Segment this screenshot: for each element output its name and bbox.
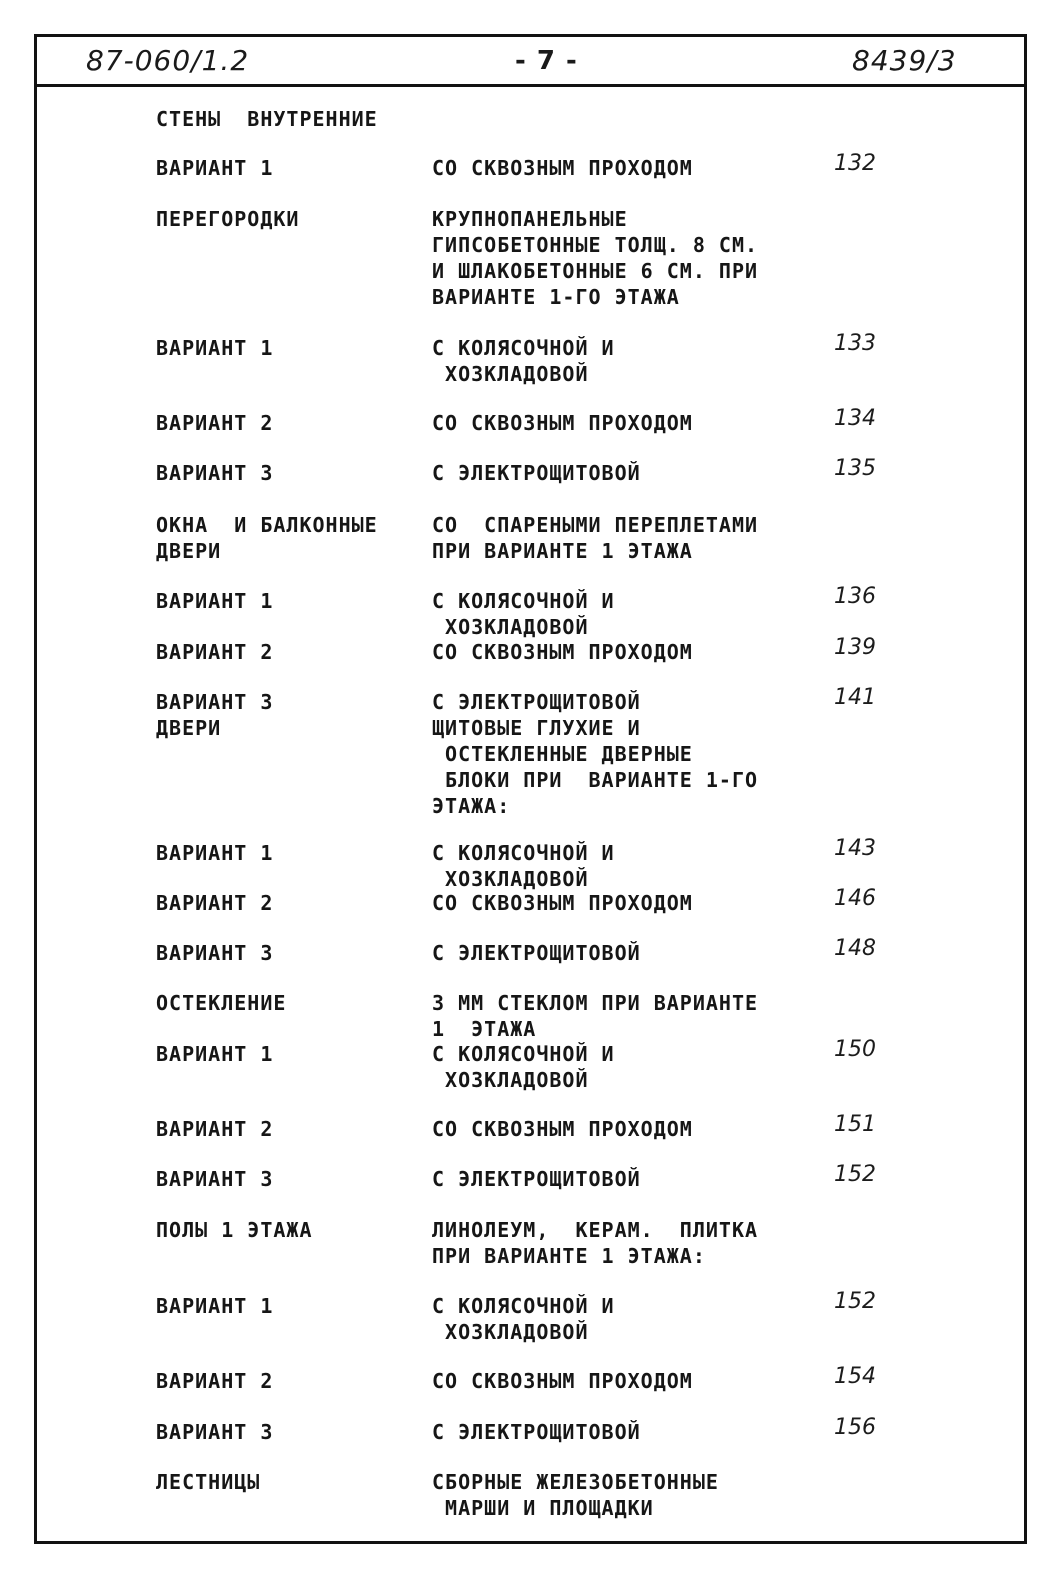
list-item <box>0 1469 1061 1520</box>
item-description: С КОЛЯСОЧНОЙ И ХОЗКЛАДОВОЙ <box>432 336 615 386</box>
item-label: ПЕРЕГОРОДКИ <box>156 207 300 231</box>
item-page: 133 <box>834 331 876 356</box>
item-label: ВАРИАНТ 3 <box>156 941 274 965</box>
list-item <box>0 456 1061 485</box>
list-item <box>0 406 1061 435</box>
item-description: СО СКВОЗНЫМ ПРОХОДОМ <box>432 1369 693 1393</box>
item-page: 135 <box>834 456 876 481</box>
list-item <box>0 1217 1061 1268</box>
document-code: 87-060/1.2 <box>86 44 250 77</box>
item-label: ВАРИАНТ 1 <box>156 336 274 360</box>
item-description: С КОЛЯСОЧНОЙ И ХОЗКЛАДОВОЙ <box>432 841 615 891</box>
item-description: СО СКВОЗНЫМ ПРОХОДОМ <box>432 156 693 180</box>
item-label: ВАРИАНТ 3 <box>156 1167 274 1191</box>
list-item <box>0 886 1061 915</box>
list-item <box>0 1289 1061 1344</box>
item-description: С ЭЛЕКТРОЩИТОВОЙ <box>432 1420 641 1444</box>
item-label: ВАРИАНТ 2 <box>156 640 274 664</box>
item-label: ЛЕСТНИЦЫ <box>156 1470 261 1494</box>
item-description: 3 ММ СТЕКЛОМ ПРИ ВАРИАНТЕ 1 ЭТАЖА <box>432 991 759 1041</box>
list-item <box>0 635 1061 664</box>
list-item <box>0 1364 1061 1393</box>
list-item <box>0 512 1061 563</box>
list-item <box>0 936 1061 965</box>
item-description: КРУПНОПАНЕЛЬНЫЕ ГИПСОБЕТОННЫЕ ТОЛЩ. 8 СМ. И ШЛАКОБЕТОННЫЕ 6 СМ. ПРИ ВАРИАНТЕ 1-ГО ЭТАЖА <box>432 207 759 309</box>
item-page: 132 <box>834 151 876 176</box>
item-description: СО СКВОЗНЫМ ПРОХОДОМ <box>432 411 693 435</box>
item-page: 150 <box>834 1037 876 1062</box>
item-description: СО СПАРЕНЫМИ ПЕРЕПЛЕТАМИ ПРИ ВАРИАНТЕ 1 ЭТАЖА <box>432 513 759 563</box>
item-description: СО СКВОЗНЫМ ПРОХОДОМ <box>432 891 693 915</box>
item-description: С ЭЛЕКТРОЩИТОВОЙ <box>432 941 641 965</box>
item-description: С ЭЛЕКТРОЩИТОВОЙ <box>432 461 641 485</box>
item-description: СО СКВОЗНЫМ ПРОХОДОМ <box>432 1117 693 1141</box>
list-item <box>0 331 1061 386</box>
item-description: С КОЛЯСОЧНОЙ И ХОЗКЛАДОВОЙ <box>432 589 615 639</box>
item-page: 156 <box>834 1415 876 1440</box>
item-label: ОСТЕКЛЕНИЕ <box>156 991 287 1015</box>
header-divider <box>34 84 1027 87</box>
item-label: ВАРИАНТ 1 <box>156 1294 274 1318</box>
item-description: С КОЛЯСОЧНОЙ И ХОЗКЛАДОВОЙ <box>432 1294 615 1344</box>
item-description: С ЭЛЕКТРОЩИТОВОЙ ЩИТОВЫЕ ГЛУХИЕ И ОСТЕКЛЕННЫЕ ДВЕРНЫЕ БЛОКИ ПРИ ВАРИАНТЕ 1-ГО ЭТАЖА: <box>432 690 759 818</box>
archive-number: 8439/3 <box>852 44 957 77</box>
item-label: ВАРИАНТ 1 <box>156 589 274 613</box>
item-page: 152 <box>834 1289 876 1314</box>
item-page: 154 <box>834 1364 876 1389</box>
list-item <box>0 990 1061 1041</box>
item-label: ВАРИАНТ 1 <box>156 156 274 180</box>
item-description: ЛИНОЛЕУМ, КЕРАМ. ПЛИТКА ПРИ ВАРИАНТЕ 1 ЭТАЖА: <box>432 1218 759 1268</box>
list-item <box>0 584 1061 639</box>
list-item <box>0 836 1061 891</box>
item-label: ВАРИАНТ 1 <box>156 841 274 865</box>
item-label: ВАРИАНТ 2 <box>156 891 274 915</box>
item-page: 152 <box>834 1162 876 1187</box>
item-label: ПОЛЫ 1 ЭТАЖА <box>156 1218 313 1242</box>
item-page: 146 <box>834 886 876 911</box>
item-page: 139 <box>834 635 876 660</box>
item-label: ВАРИАНТ 3 <box>156 1420 274 1444</box>
list-item <box>0 206 1061 309</box>
item-page: 148 <box>834 936 876 961</box>
item-label: ВАРИАНТ 1 <box>156 1042 274 1066</box>
item-page: 151 <box>834 1112 876 1137</box>
item-page: 134 <box>834 406 876 431</box>
item-description: СО СКВОЗНЫМ ПРОХОДОМ <box>432 640 693 664</box>
item-description: С КОЛЯСОЧНОЙ И ХОЗКЛАДОВОЙ <box>432 1042 615 1092</box>
list-item <box>0 685 1061 818</box>
item-label: ВАРИАНТ 3 <box>156 461 274 485</box>
item-page: 136 <box>834 584 876 609</box>
item-page: 143 <box>834 836 876 861</box>
item-label: ВАРИАНТ 2 <box>156 1117 274 1141</box>
list-item <box>0 1112 1061 1141</box>
list-item <box>0 1037 1061 1092</box>
section-title: СТЕНЫ ВНУТРЕННИЕ <box>156 107 378 131</box>
list-item <box>0 1415 1061 1444</box>
list-item <box>0 1162 1061 1191</box>
item-label: ВАРИАНТ 2 <box>156 411 274 435</box>
list-item <box>0 151 1061 180</box>
item-label: ОКНА И БАЛКОННЫЕ ДВЕРИ <box>156 513 378 563</box>
item-description: С ЭЛЕКТРОЩИТОВОЙ <box>432 1167 641 1191</box>
item-label: ВАРИАНТ 2 <box>156 1369 274 1393</box>
item-label: ВАРИАНТ 3 ДВЕРИ <box>156 690 274 740</box>
page-number: - 7 - <box>515 46 578 76</box>
item-page: 141 <box>834 685 876 710</box>
item-description: СБОРНЫЕ ЖЕЛЕЗОБЕТОННЫЕ МАРШИ И ПЛОЩАДКИ <box>432 1470 719 1520</box>
